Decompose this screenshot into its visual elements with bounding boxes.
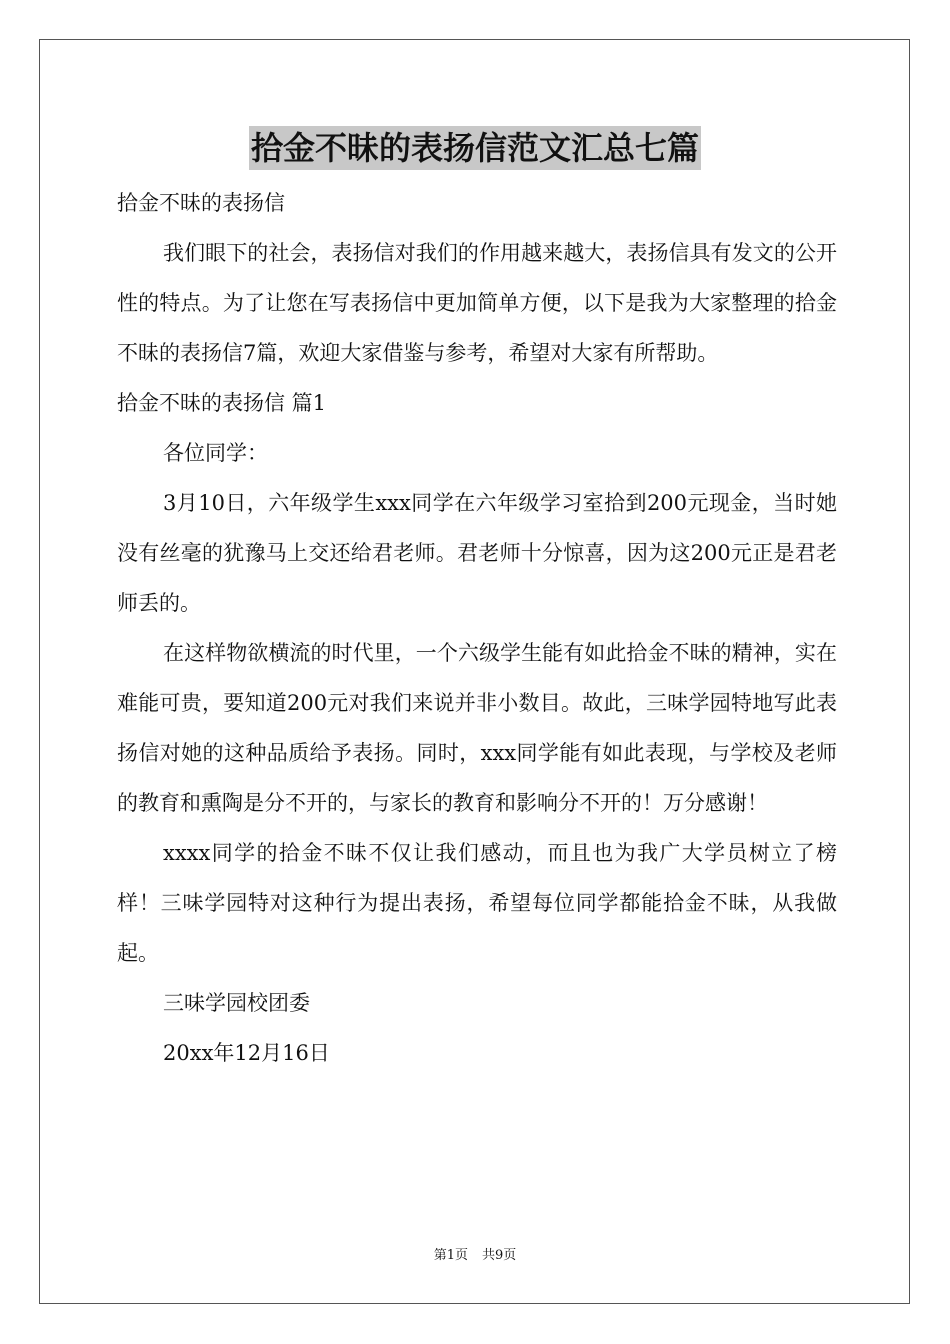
paragraph-subtitle: 拾金不昧的表扬信 [117, 191, 285, 215]
paragraph-body: xxxx同学的拾金不昧不仅让我们感动，而且也为我广大学员树立了榜样！三味学园特对这种行为提出表扬，希望每位同学都能拾金不昧，从我做起。 [117, 841, 837, 965]
paragraph-signature: 三味学园校团委 [163, 991, 310, 1015]
page-number-total: 共9页 [482, 1248, 517, 1263]
document-title: 拾金不昧的表扬信范文汇总七篇 [249, 126, 701, 170]
paragraph-intro: 我们眼下的社会，表扬信对我们的作用越来越大，表扬信具有发文的公开性的特点。为了让您在写表扬信中更加简单方便，以下是我为大家整理的拾金不昧的表扬信7篇，欢迎大家借鉴与参考，希望对大家有所帮助。 [117, 241, 837, 365]
document-body [117, 178, 837, 1078]
page-footer [0, 1247, 950, 1265]
paragraph-body: 3月10日，六年级学生xxx同学在六年级学习室拾到200元现金，当时她没有丝毫的犹豫马上交还给君老师。君老师十分惊喜，因为这200元正是君老师丢的。 [117, 491, 837, 615]
paragraph-body: 在这样物欲横流的时代里，一个六级学生能有如此拾金不昧的精神，实在难能可贵，要知道200元对我们来说并非小数目。故此，三味学园特地写此表扬信对她的这种品质给予表扬。同时，xxx同学能有如此表现，与学校及老师的教育和熏陶是分不开的，与家长的教育和影响分不开的！万分感谢！ [117, 641, 837, 815]
paragraph-salutation: 各位同学： [163, 441, 268, 465]
title-container [0, 126, 950, 170]
paragraph-date: 20xx年12月16日 [163, 1041, 330, 1065]
page-number-current: 第1页 [433, 1248, 468, 1263]
paragraph-section-heading: 拾金不昧的表扬信 篇1 [117, 391, 327, 415]
